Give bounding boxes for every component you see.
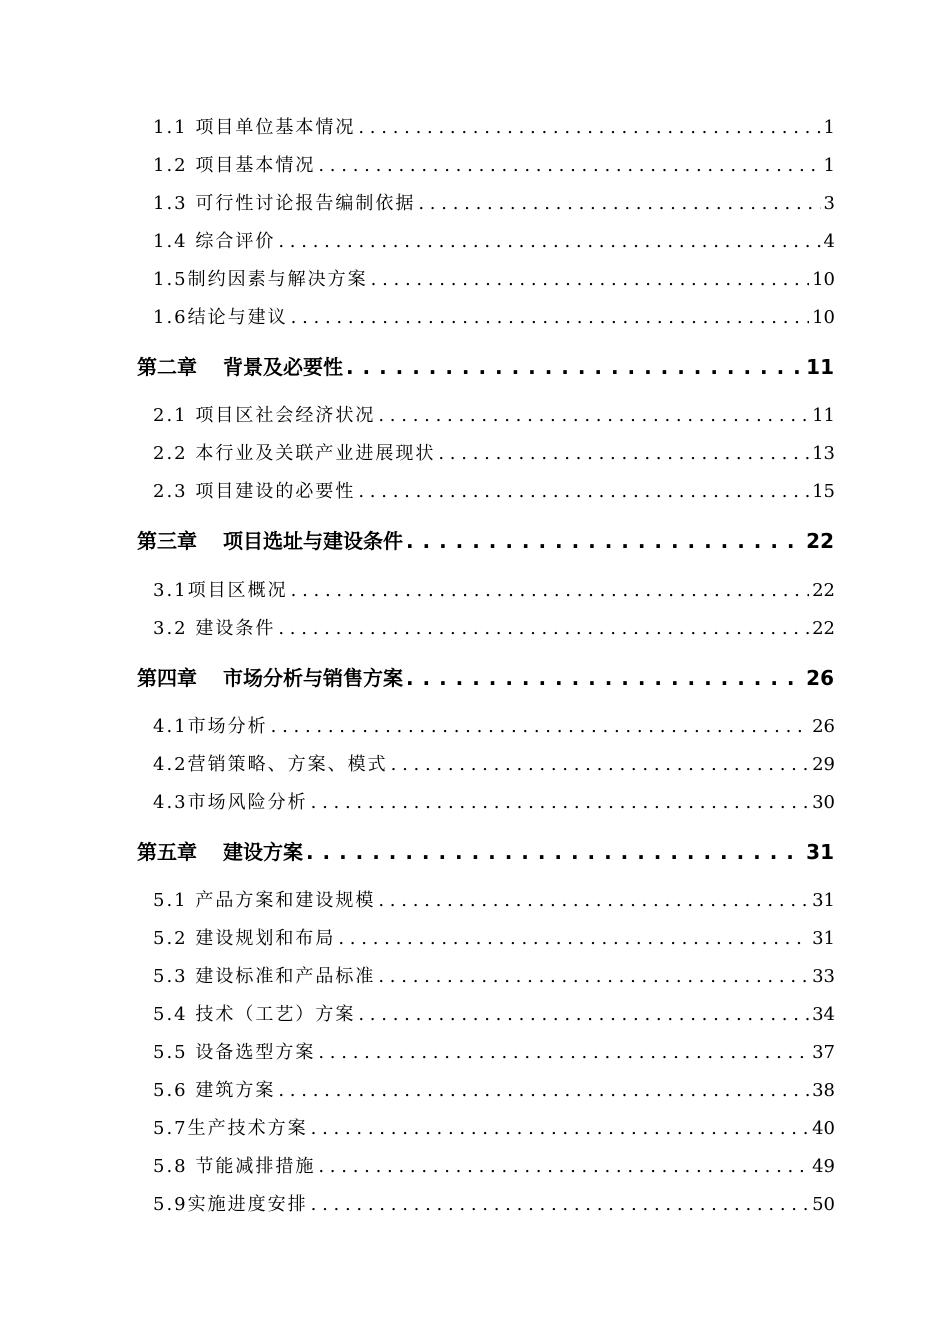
- toc-section-entry[interactable]: [153, 790, 835, 816]
- toc-page-number: 26: [806, 666, 834, 690]
- dot-leader: [371, 267, 809, 293]
- chapter-title: 市场分析与销售方案: [223, 666, 403, 690]
- toc-entry-title: 5.5 设备选型方案: [153, 1042, 316, 1063]
- toc-entry-title: 2.3 项目建设的必要性: [153, 481, 356, 502]
- dot-leader: [291, 578, 809, 604]
- toc-entry-title: [137, 526, 403, 556]
- toc-page-number: 30: [812, 792, 835, 813]
- toc-page-number: 37: [812, 1042, 835, 1063]
- toc-page-number: 10: [812, 269, 835, 290]
- toc-page-number: 38: [812, 1080, 835, 1101]
- toc-entry-title: 5.4 技术（工艺）方案: [153, 1004, 356, 1025]
- toc-page-number: 31: [806, 840, 834, 864]
- toc-page-number: 3: [823, 193, 835, 214]
- toc-section-entry[interactable]: [153, 616, 835, 642]
- dot-leader: [291, 305, 809, 331]
- toc-section-entry[interactable]: [153, 267, 835, 293]
- dot-leader: [318, 1154, 809, 1180]
- chapter-label: 第四章: [137, 666, 197, 690]
- toc-section-entry[interactable]: [153, 441, 835, 467]
- toc-entry-title: 1.3 可行性讨论报告编制依据: [153, 193, 416, 214]
- toc-entry-title: 4.3市场风险分析: [153, 792, 308, 813]
- dot-leader: [311, 790, 809, 816]
- dot-leader: [378, 888, 809, 914]
- toc-page-number: 49: [812, 1156, 835, 1177]
- chapter-label: 第五章: [137, 840, 197, 864]
- toc-entry-title: 2.1 项目区社会经济状况: [153, 405, 376, 426]
- toc-page-number: 22: [806, 529, 834, 553]
- dot-leader: [278, 1078, 809, 1104]
- chapter-title: 项目选址与建设条件: [223, 529, 403, 553]
- toc-page-number: 11: [812, 405, 835, 426]
- dot-leader: [391, 752, 809, 778]
- toc-page-number: 4: [823, 231, 835, 252]
- toc-entry-title: [137, 352, 343, 382]
- toc-page-number: 34: [812, 1004, 835, 1025]
- dot-leader: [271, 714, 809, 740]
- toc-chapter-entry[interactable]: [137, 352, 834, 382]
- toc-page-number: 11: [806, 355, 834, 379]
- chapter-label: 第二章: [137, 355, 197, 379]
- dot-leader: [358, 1002, 809, 1028]
- toc-entry-title: 4.2营销策略、方案、模式: [153, 754, 388, 775]
- toc-page-number: 22: [812, 580, 835, 601]
- chapter-label: 第三章: [137, 529, 197, 553]
- dot-leader: [278, 616, 809, 642]
- toc-section-entry[interactable]: [153, 1154, 835, 1180]
- toc-entry-title: [137, 837, 303, 867]
- dot-leader: [278, 229, 820, 255]
- dot-leader: [406, 663, 803, 693]
- toc-entry-title: 5.6 建筑方案: [153, 1080, 276, 1101]
- toc-section-entry[interactable]: [153, 926, 835, 952]
- toc-entry-title: 5.8 节能减排措施: [153, 1156, 316, 1177]
- toc-page-number: 50: [812, 1194, 835, 1215]
- toc-entry-title: 5.9实施进度安排: [153, 1194, 308, 1215]
- toc-section-entry[interactable]: [153, 578, 835, 604]
- dot-leader: [378, 964, 809, 990]
- toc-section-entry[interactable]: [153, 752, 835, 778]
- toc-page-number: 40: [812, 1118, 835, 1139]
- toc-section-entry[interactable]: [153, 229, 835, 255]
- toc-section-entry[interactable]: [153, 403, 835, 429]
- toc-entry-title: 3.2 建设条件: [153, 618, 276, 639]
- toc-page-number: 31: [812, 890, 835, 911]
- toc-entry-title: 3.1项目区概况: [153, 580, 288, 601]
- dot-leader: [311, 1116, 809, 1142]
- toc-page-number: 26: [812, 716, 835, 737]
- dot-leader: [418, 191, 820, 217]
- toc-entry-title: 4.1市场分析: [153, 716, 268, 737]
- toc-section-entry[interactable]: [153, 1002, 835, 1028]
- toc-section-entry[interactable]: [153, 305, 835, 331]
- toc-page-number: 33: [812, 966, 835, 987]
- dot-leader: [346, 352, 803, 382]
- dot-leader: [306, 837, 803, 867]
- toc-section-entry[interactable]: [153, 153, 835, 179]
- toc-entry-title: 5.3 建设标准和产品标准: [153, 966, 376, 987]
- toc-chapter-entry[interactable]: [137, 837, 834, 867]
- toc-entry-title: 5.2 建设规划和布局: [153, 928, 336, 949]
- dot-leader: [338, 926, 809, 952]
- toc-section-entry[interactable]: [153, 1192, 835, 1218]
- toc-entry-title: 1.1 项目单位基本情况: [153, 117, 356, 138]
- toc-page-number: 31: [812, 928, 835, 949]
- toc-page-number: 22: [812, 618, 835, 639]
- toc-page-number: 1: [823, 155, 835, 176]
- chapter-title: 背景及必要性: [223, 355, 343, 379]
- toc-entry-title: 1.2 项目基本情况: [153, 155, 316, 176]
- toc-section-entry[interactable]: [153, 479, 835, 505]
- dot-leader: [406, 526, 803, 556]
- dot-leader: [318, 1040, 809, 1066]
- toc-chapter-entry[interactable]: [137, 526, 834, 556]
- dot-leader: [438, 441, 809, 467]
- toc-page-number: 1: [823, 117, 835, 138]
- toc-section-entry[interactable]: [153, 115, 835, 141]
- dot-leader: [318, 153, 820, 179]
- dot-leader: [358, 115, 820, 141]
- toc-section-entry[interactable]: [153, 714, 835, 740]
- toc-section-entry[interactable]: [153, 888, 835, 914]
- toc-section-entry[interactable]: [153, 1078, 835, 1104]
- toc-page-number: 13: [812, 443, 835, 464]
- toc-entry-title: 2.2 本行业及关联产业进展现状: [153, 443, 436, 464]
- toc-entry-title: 1.6结论与建议: [153, 307, 288, 328]
- toc-entry-title: 1.5制约因素与解决方案: [153, 269, 368, 290]
- toc-page-number: 10: [812, 307, 835, 328]
- toc-section-entry[interactable]: [153, 1040, 835, 1066]
- toc-page-number: 15: [812, 481, 835, 502]
- toc-entry-title: [137, 663, 403, 693]
- toc-entry-title: 5.1 产品方案和建设规模: [153, 890, 376, 911]
- dot-leader: [378, 403, 809, 429]
- toc-entry-title: 5.7生产技术方案: [153, 1118, 308, 1139]
- toc-section-entry[interactable]: [153, 1116, 835, 1142]
- toc-section-entry[interactable]: [153, 191, 835, 217]
- chapter-title: 建设方案: [223, 840, 303, 864]
- dot-leader: [311, 1192, 809, 1218]
- toc-page-number: 29: [812, 754, 835, 775]
- toc-chapter-entry[interactable]: [137, 663, 834, 693]
- dot-leader: [358, 479, 809, 505]
- toc-section-entry[interactable]: [153, 964, 835, 990]
- toc-entry-title: 1.4 综合评价: [153, 231, 276, 252]
